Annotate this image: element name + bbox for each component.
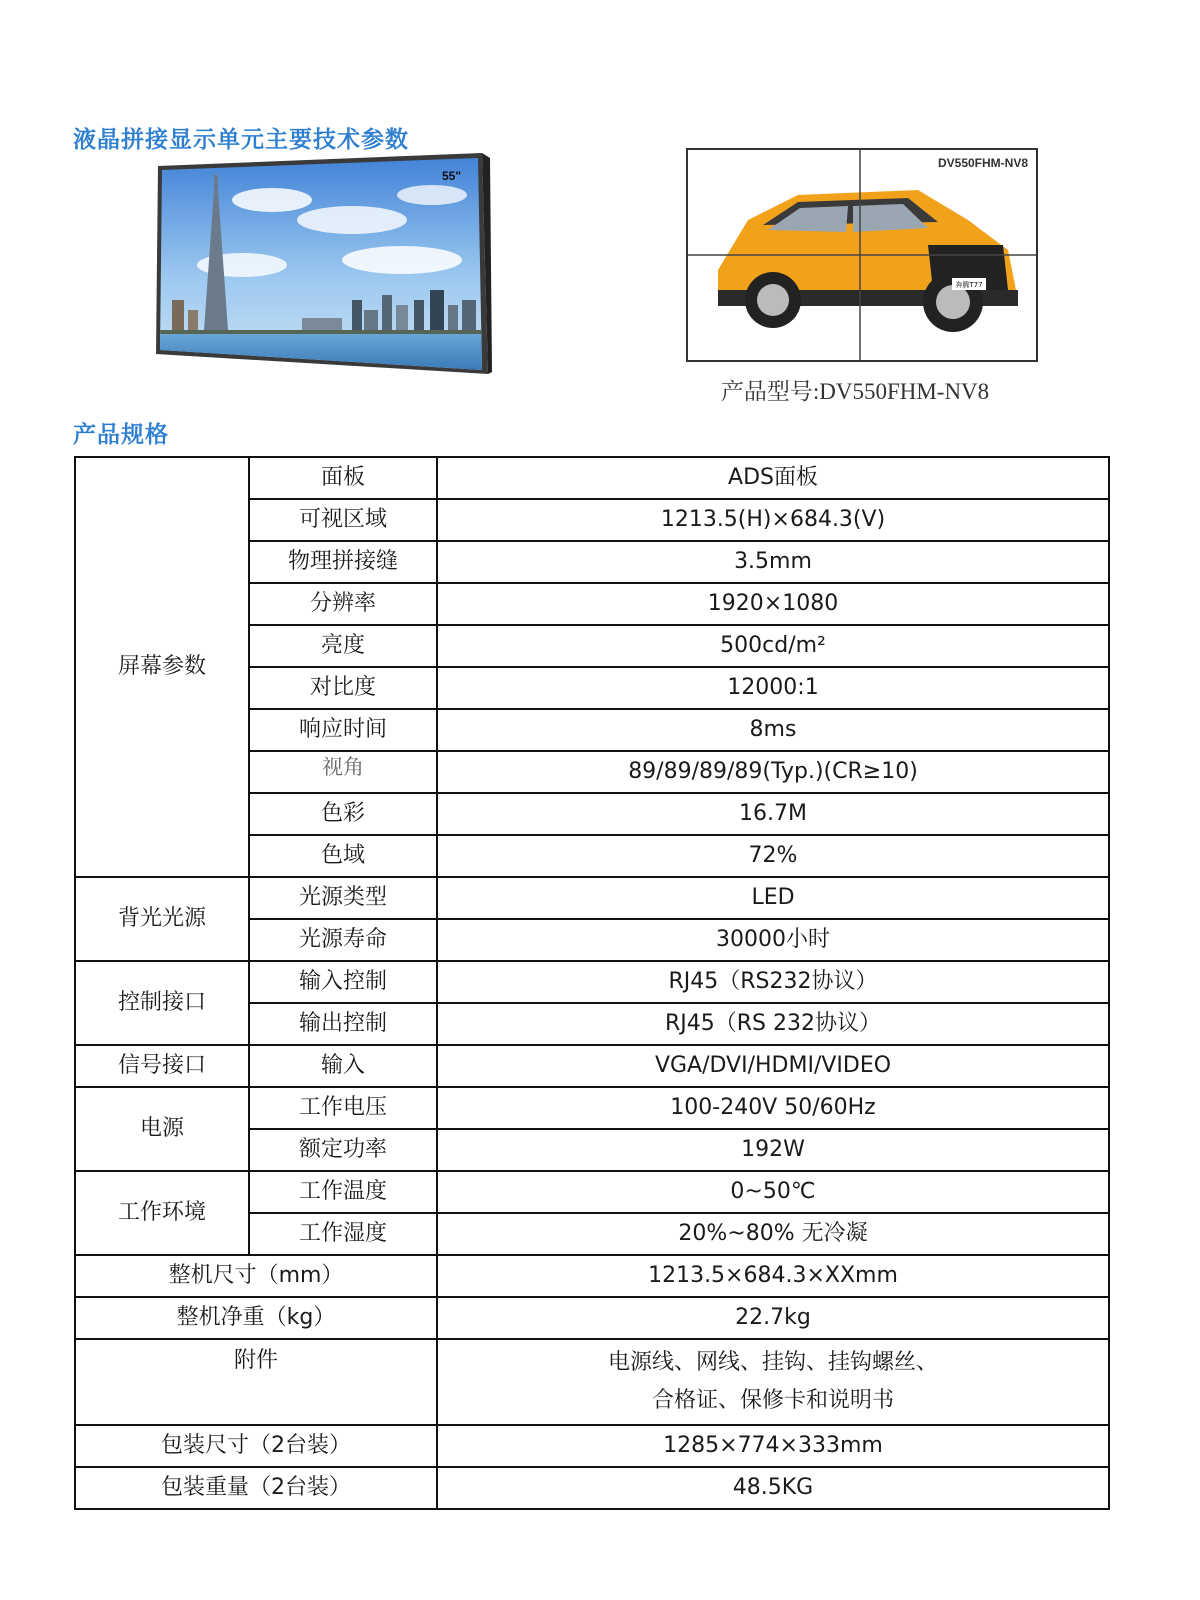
table-row bbox=[75, 1339, 1109, 1425]
param-value: 1285×774×333mm bbox=[437, 1425, 1109, 1467]
model-tag: DV550FHM-NV8 bbox=[937, 156, 1028, 170]
param-name: 输出控制 bbox=[249, 1003, 437, 1045]
param-name: 整机尺寸（mm） bbox=[75, 1255, 437, 1297]
param-name: 输入控制 bbox=[249, 961, 437, 1003]
splicing-screen-image bbox=[152, 150, 492, 380]
param-name: 包装重量（2台装） bbox=[75, 1467, 437, 1509]
main-heading: 液晶拼接显示单元主要技术参数 bbox=[73, 127, 409, 153]
table-row bbox=[75, 1425, 1109, 1467]
group-label: 工作环境 bbox=[75, 1171, 249, 1255]
param-value: 500cd/m² bbox=[437, 625, 1109, 667]
param-name: 光源类型 bbox=[249, 877, 437, 919]
param-value: VGA/DVI/HDMI/VIDEO bbox=[437, 1045, 1109, 1087]
param-name: 亮度 bbox=[249, 625, 437, 667]
param-name: 输入 bbox=[249, 1045, 437, 1087]
param-value: 20%~80% 无冷凝 bbox=[437, 1213, 1109, 1255]
param-name: 分辨率 bbox=[249, 583, 437, 625]
param-name: 面板 bbox=[249, 457, 437, 499]
param-value: ADS面板 bbox=[437, 457, 1109, 499]
param-name: 视角 bbox=[249, 751, 437, 793]
param-value: 192W bbox=[437, 1129, 1109, 1171]
table-row bbox=[75, 1297, 1109, 1339]
param-value: RJ45（RS 232协议） bbox=[437, 1003, 1109, 1045]
group-label: 屏幕参数 bbox=[75, 457, 249, 877]
param-value: 89/89/89/89(Typ.)(CR≥10) bbox=[437, 751, 1109, 793]
car-display-image bbox=[686, 148, 1038, 362]
size-badge: 55" bbox=[442, 169, 462, 183]
param-value: 1920×1080 bbox=[437, 583, 1109, 625]
param-name: 色彩 bbox=[249, 793, 437, 835]
group-label: 控制接口 bbox=[75, 961, 249, 1045]
group-label: 信号接口 bbox=[75, 1045, 249, 1087]
group-label: 电源 bbox=[75, 1087, 249, 1171]
param-value: 8ms bbox=[437, 709, 1109, 751]
param-value: 72% bbox=[437, 835, 1109, 877]
param-value: 48.5KG bbox=[437, 1467, 1109, 1509]
param-name: 整机净重（kg） bbox=[75, 1297, 437, 1339]
param-value: 1213.5(H)×684.3(V) bbox=[437, 499, 1109, 541]
param-name: 工作电压 bbox=[249, 1087, 437, 1129]
table-row bbox=[75, 1087, 1109, 1129]
param-value: 30000小时 bbox=[437, 919, 1109, 961]
param-name: 附件 bbox=[75, 1339, 437, 1425]
param-value: 3.5mm bbox=[437, 541, 1109, 583]
param-value bbox=[437, 1339, 1109, 1425]
param-value: 16.7M bbox=[437, 793, 1109, 835]
plate-text: 奔腾T77 bbox=[955, 281, 983, 289]
param-value: 22.7kg bbox=[437, 1297, 1109, 1339]
param-value: 12000:1 bbox=[437, 667, 1109, 709]
param-name: 工作温度 bbox=[249, 1171, 437, 1213]
param-value: 1213.5×684.3×XXmm bbox=[437, 1255, 1109, 1297]
param-value: 100-240V 50/60Hz bbox=[437, 1087, 1109, 1129]
group-label: 背光光源 bbox=[75, 877, 249, 961]
param-name: 对比度 bbox=[249, 667, 437, 709]
table-row bbox=[75, 961, 1109, 1003]
param-name: 色域 bbox=[249, 835, 437, 877]
table-row bbox=[75, 1467, 1109, 1509]
accessories-line-2: 合格证、保修卡和说明书 bbox=[651, 1388, 894, 1413]
param-value: 0~50℃ bbox=[437, 1171, 1109, 1213]
specs-heading: 产品规格 bbox=[73, 422, 169, 448]
param-name: 物理拼接缝 bbox=[249, 541, 437, 583]
table-row bbox=[75, 1171, 1109, 1213]
param-value: RJ45（RS232协议） bbox=[437, 961, 1109, 1003]
param-name: 光源寿命 bbox=[249, 919, 437, 961]
table-row bbox=[75, 877, 1109, 919]
table-row bbox=[75, 1045, 1109, 1087]
param-name: 响应时间 bbox=[249, 709, 437, 751]
spec-table bbox=[74, 456, 1110, 1510]
table-row bbox=[75, 1255, 1109, 1297]
model-caption: 产品型号:DV550FHM-NV8 bbox=[720, 379, 990, 404]
param-name: 包装尺寸（2台装） bbox=[75, 1425, 437, 1467]
param-name: 可视区域 bbox=[249, 499, 437, 541]
accessories-line-1: 电源线、网线、挂钩、挂钩螺丝、 bbox=[607, 1350, 938, 1375]
param-value: LED bbox=[437, 877, 1109, 919]
param-name: 工作湿度 bbox=[249, 1213, 437, 1255]
table-row bbox=[75, 457, 1109, 499]
param-name: 额定功率 bbox=[249, 1129, 437, 1171]
